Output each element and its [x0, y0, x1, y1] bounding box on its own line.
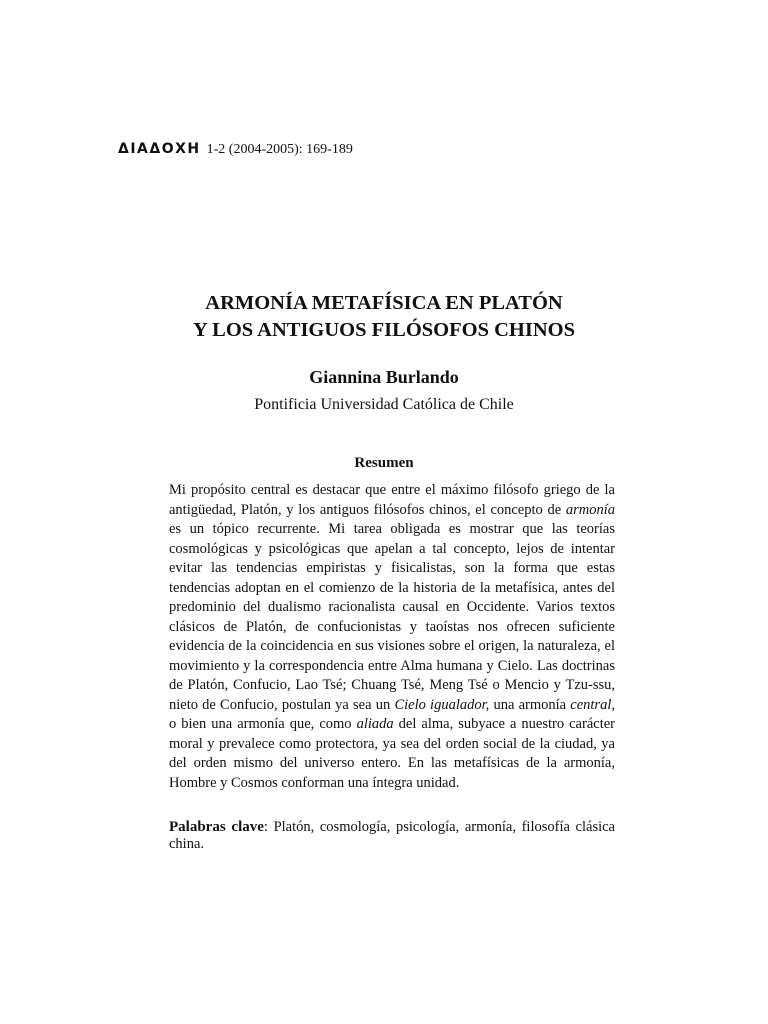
abstract-text-4: o bien una armonía que, como	[169, 716, 357, 732]
journal-citation: 1-2 (2004-2005): 169-189	[206, 142, 353, 157]
article-title	[0, 290, 768, 344]
abstract-text-3: una armonía	[489, 696, 571, 713]
journal-logo: ΔΙΑΔΟΧΗ	[118, 141, 201, 157]
abstract-heading: Resumen	[354, 455, 414, 471]
abstract-emphasis-3: central,	[570, 696, 615, 713]
title-line-2: Y LOS ANTIGUOS FILÓSOFOS CHINOS	[192, 319, 575, 341]
abstract-emphasis-4: aliada	[356, 716, 394, 732]
abstract-text-1: Mi propósito central es destacar que entre el máximo filósofo griego de la antigüedad, Platón, y los antiguos filósofos chinos, el concepto de	[169, 482, 615, 518]
author-affiliation: Pontificia Universidad Católica de Chile	[254, 396, 514, 413]
abstract-text-5: del alma, subyace a nuestro carácter moral y prevalece como protectora, ya sea del orden social de la ciudad, ya del orden mismo del universo entero. En las metafísicas de la armonía, Hombre y Cosmos conforman una íntegra unidad.	[169, 716, 615, 791]
title-line-1: ARMONÍA METAFÍSICA EN PLATÓN	[205, 292, 563, 314]
keywords	[169, 819, 615, 852]
abstract-body	[169, 481, 615, 793]
keywords-text: : Platón, cosmología, psicología, armonía, filosofía clásica china.	[169, 819, 615, 852]
keywords-label: Palabras clave	[169, 819, 264, 835]
abstract-emphasis-1: armonía	[565, 501, 615, 518]
abstract-text-2: es un tópico recurrente. Mi tarea obligada es mostrar que las teorías cosmológicas y psicológicas que apelan a tal concepto, lejos de intentar evitar las tendencias empiristas y fisicalistas, son la forma que estas tendencias adoptan en el comienzo de la historia de la metafísica, antes del predominio del dualismo racionalista causal en Occidente. Varios textos clásicos de Platón, de confucionistas y taoístas nos ofrecen suficiente evidencia de la coincidencia en sus visiones sobre el origen, la naturaleza, el movimiento y la correspondencia entre Alma humana y Cielo. Las doctrinas de Platón, Confucio, Lao Tsé; Chuang Tsé, Meng Tsé o Mencio y Tzu-ssu, nieto de Confucio, postulan ya sea un	[169, 521, 615, 713]
journal-header	[118, 141, 353, 158]
author-name: Giannina Burlando	[309, 367, 459, 387]
abstract-emphasis-2: Cielo igualador,	[394, 696, 490, 713]
